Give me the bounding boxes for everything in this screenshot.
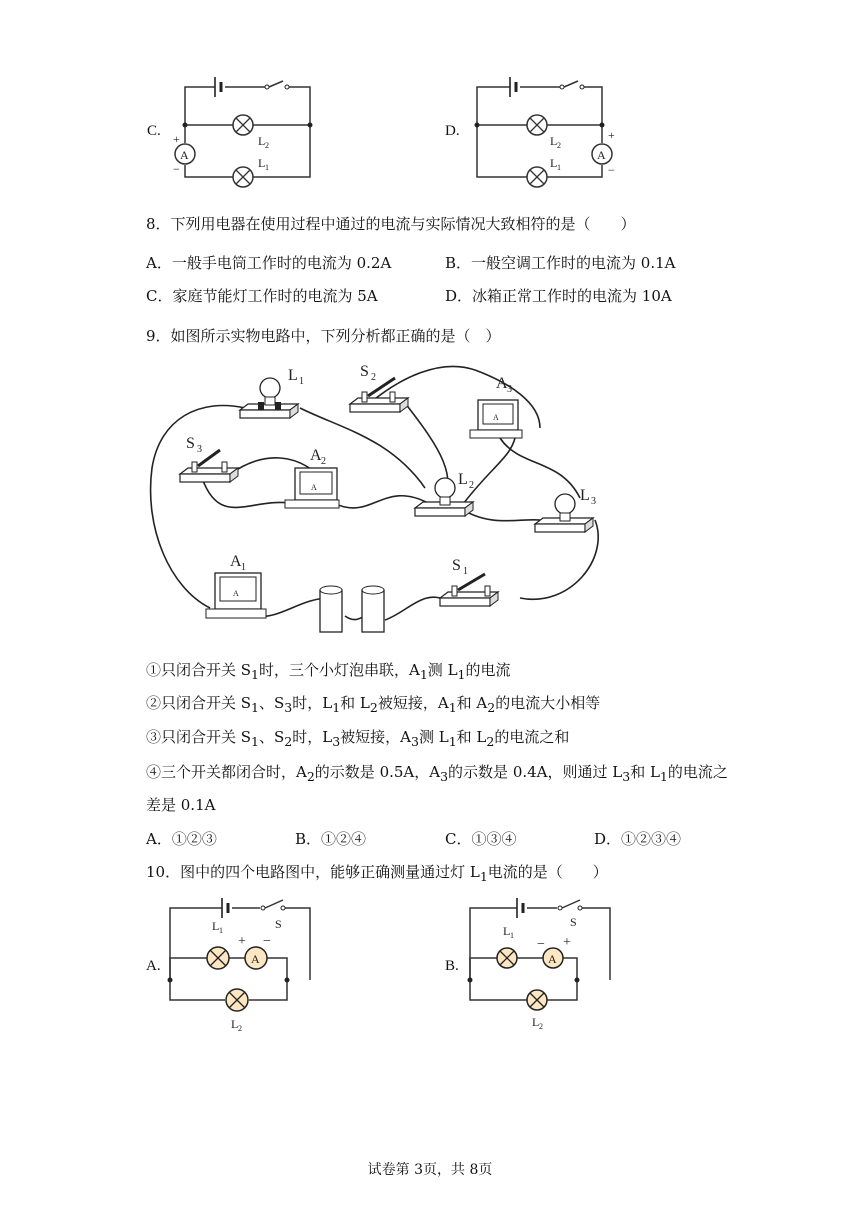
q8-option-a[interactable]: A．一般手电筒工作时的电流为 0.2A <box>146 254 392 272</box>
q10-option-b-label[interactable]: B. <box>445 958 459 974</box>
svg-text:3: 3 <box>507 384 512 395</box>
svg-text:3: 3 <box>591 496 596 507</box>
svg-text:+: + <box>173 132 180 146</box>
q8-stem: 8．下列用电器在使用过程中通过的电流与实际情况大致相符的是（ ） <box>146 215 636 233</box>
q9-statement-4-continued: 差是 0.1A <box>146 796 216 814</box>
q9-option-d[interactable]: D．①②③④ <box>594 830 682 848</box>
svg-text:A: A <box>251 952 260 966</box>
svg-text:S: S <box>186 435 195 452</box>
svg-text:2: 2 <box>371 372 376 383</box>
q9-physical-circuit-figure <box>140 358 610 648</box>
svg-text:2: 2 <box>321 456 326 467</box>
svg-text:L: L <box>550 134 558 148</box>
svg-text:2: 2 <box>539 1022 543 1031</box>
svg-text:A: A <box>496 375 508 392</box>
svg-text:2: 2 <box>238 1024 242 1033</box>
q10-stem: 10．图中的四个电路图中，能够正确测量通过灯 $L_1$电流的是（ ） <box>146 863 608 884</box>
svg-text:S: S <box>570 915 577 929</box>
q7-option-c-label[interactable]: C. <box>147 123 161 139</box>
svg-text:L: L <box>231 1017 239 1031</box>
svg-text:A: A <box>230 553 242 570</box>
q9-statement-4: ④三个开关都闭合时，$A_2$的示数是 0.5A，$A_3$的示数是 0.4A，则通过 $L_3$和 $L_1$的电流之 <box>146 763 728 784</box>
svg-text:A: A <box>493 413 499 422</box>
svg-text:2: 2 <box>557 141 561 150</box>
q7-option-d-circuit <box>462 65 622 190</box>
svg-text:L: L <box>258 156 266 170</box>
svg-text:S: S <box>452 557 461 574</box>
q9-statement-1: ①只闭合开关 $S_1$时，三个小灯泡串联，$A_1$测 $L_1$的电流 <box>146 661 511 682</box>
q7-option-c-circuit <box>165 65 315 190</box>
q9-option-c[interactable]: C．①③④ <box>445 830 517 848</box>
svg-text:1: 1 <box>241 562 246 573</box>
svg-text:1: 1 <box>219 926 223 935</box>
q10-option-a-label[interactable]: A. <box>146 958 161 974</box>
svg-text:L: L <box>258 134 266 148</box>
svg-text:2: 2 <box>265 141 269 150</box>
q8-option-c[interactable]: C．家庭节能灯工作时的电流为 5A <box>146 287 378 305</box>
svg-text:L: L <box>580 487 590 504</box>
svg-text:A: A <box>311 483 317 492</box>
svg-text:A: A <box>180 148 189 162</box>
q9-option-b[interactable]: B．①②④ <box>295 830 367 848</box>
svg-text:+: + <box>608 128 615 142</box>
svg-text:A: A <box>548 952 557 966</box>
svg-text:1: 1 <box>557 163 561 172</box>
svg-text:2: 2 <box>469 480 474 491</box>
svg-text:1: 1 <box>299 376 304 387</box>
page-footer: 试卷第 3页，共 8页 <box>367 1162 493 1178</box>
svg-text:L: L <box>532 1015 540 1029</box>
svg-text:+: + <box>238 934 246 949</box>
svg-text:L: L <box>212 919 220 933</box>
svg-text:L: L <box>503 924 511 938</box>
svg-text:A: A <box>233 589 239 598</box>
svg-text:1: 1 <box>463 566 468 577</box>
q9-stem: 9．如图所示实物电路中，下列分析都正确的是（ ） <box>146 327 501 345</box>
svg-text:L: L <box>288 367 298 384</box>
svg-text:+: + <box>563 935 571 950</box>
svg-text:−: − <box>608 163 615 177</box>
q8-option-b[interactable]: B．一般空调工作时的电流为 0.1A <box>445 254 676 272</box>
q10-option-b-circuit <box>465 890 620 1035</box>
svg-text:−: − <box>263 934 271 949</box>
svg-text:A: A <box>310 447 322 464</box>
svg-text:−: − <box>173 162 180 176</box>
q10-option-a-circuit <box>165 890 320 1035</box>
svg-text:L: L <box>458 471 468 488</box>
svg-text:−: − <box>537 937 545 952</box>
svg-text:A: A <box>597 148 606 162</box>
svg-text:3: 3 <box>197 444 202 455</box>
q9-statement-3: ③只闭合开关 $S_1$、$S_2$时，$L_3$被短接，$A_3$测 $L_1$和 $L_2$的电流之和 <box>146 728 570 749</box>
q9-option-a[interactable]: A．①②③ <box>146 830 217 848</box>
q9-statement-2: ②只闭合开关 $S_1$、$S_3$时，$L_1$和 $L_2$被短接，$A_1$和 $A_2$的电流大小相等 <box>146 694 601 715</box>
svg-text:S: S <box>275 917 282 931</box>
svg-text:L: L <box>550 156 558 170</box>
q7-option-d-label[interactable]: D. <box>445 123 460 139</box>
svg-text:1: 1 <box>265 163 269 172</box>
q8-option-d[interactable]: D．冰箱正常工作时的电流为 10A <box>445 287 672 305</box>
svg-text:1: 1 <box>510 931 514 940</box>
svg-text:S: S <box>360 363 369 380</box>
